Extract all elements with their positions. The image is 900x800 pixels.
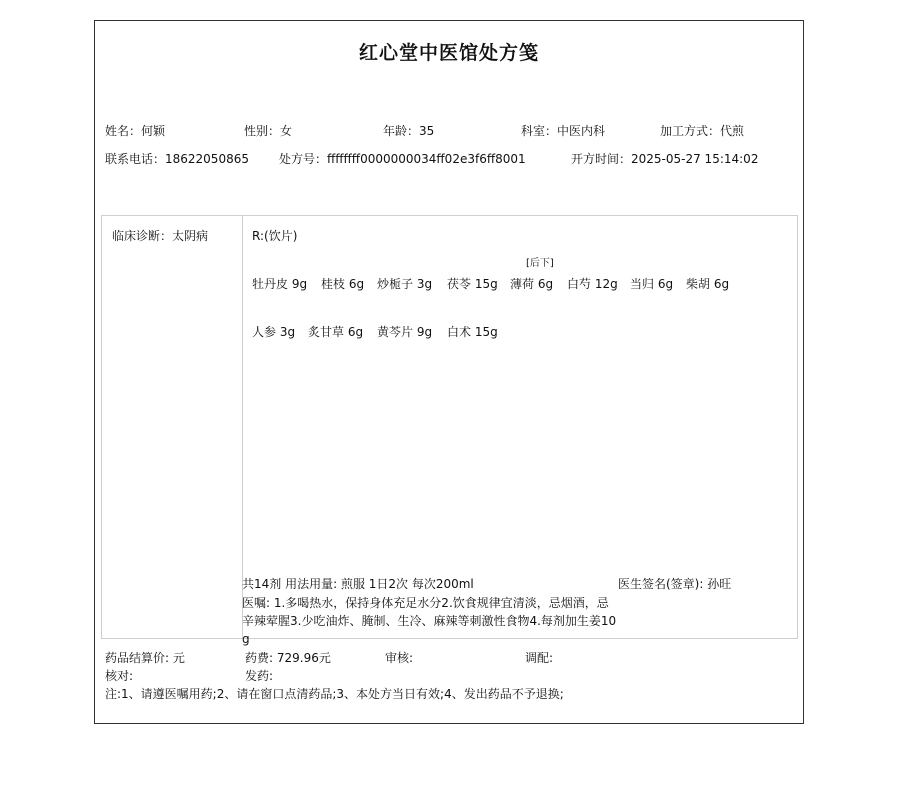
herb-item: 黄芩片 9g: [377, 325, 433, 339]
clinical-diagnosis: 临床诊断：太阴病: [112, 229, 209, 243]
settlement-price: 药品结算价: 元: [105, 651, 185, 665]
herb-item: 牡丹皮 9g: [252, 277, 308, 291]
drug-fee: 药费: 729.96元: [245, 651, 331, 665]
herb-item: 白术 15g: [447, 325, 498, 339]
patient-phone: 联系电话：18622050865: [105, 152, 249, 166]
dispense-prep-field: 调配:: [525, 651, 554, 665]
patient-name: 姓名：何颖: [105, 124, 166, 138]
herb-item: 炒栀子 3g: [377, 277, 433, 291]
issue-field: 发药:: [245, 669, 274, 683]
herb-item: 茯苓 15g: [447, 277, 498, 291]
doctor-signature: 医生签名(签章): 孙旺: [618, 577, 732, 591]
medical-advice: 医嘱: 1.多喝热水，保持身体充足水分2.饮食规律宜清淡，忌烟酒，忌辛辣荤腥3.少吃油炸、腌制、生冷、麻辣等刺激性食物4.每剂加生姜10g: [242, 596, 617, 646]
page-title: 红心堂中医馆处方笺: [358, 42, 539, 64]
review-field: 审核:: [385, 651, 414, 665]
rx-header: R:(饮片): [252, 229, 298, 243]
prescription-time: 开方时间：2025-05-27 15:14:02: [571, 152, 759, 166]
herb-item: 桂枝 6g: [321, 277, 365, 291]
patient-age: 年龄：35: [383, 124, 435, 138]
column-divider: [242, 216, 243, 638]
herb-item: 人参 3g: [252, 325, 296, 339]
herb-item: 炙甘草 6g: [308, 325, 364, 339]
prescription-sheet: [94, 20, 804, 724]
prescription-number: 处方号：ffffffff0000000034ff02e3f6ff8001: [279, 152, 526, 166]
herb-item: 薄荷 6g: [510, 277, 554, 291]
patient-gender: 性别：女: [244, 124, 293, 138]
check-field: 核对:: [105, 669, 134, 683]
herb-item: 柴胡 6g: [686, 277, 730, 291]
prescription-box: [101, 215, 798, 646]
footer-notice: 注:1、请遵医嘱用药;2、请在窗口点清药品;3、本处方当日有效;4、发出药品不予退换;: [105, 687, 564, 701]
herb-note: [后下]: [526, 258, 554, 269]
herb-item: 白芍 12g: [567, 277, 618, 291]
herb-item: 当归 6g: [630, 277, 674, 291]
processing-method: 加工方式：代煎: [660, 124, 745, 138]
usage-instructions: 共14剂 用法用量: 煎服 1日2次 每次200ml: [242, 577, 474, 591]
patient-department: 科室：中医内科: [521, 124, 606, 138]
